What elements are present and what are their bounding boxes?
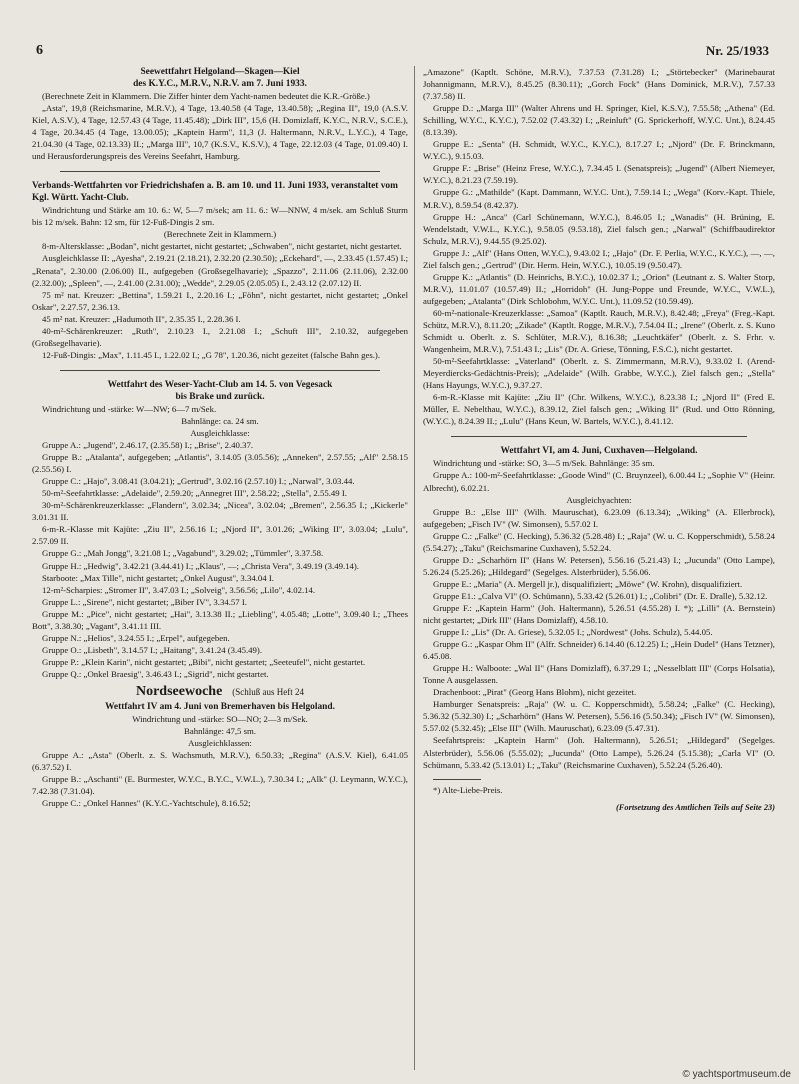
paragraph: Gruppe I.: „Lis" (Dr. A. Griese), 5.32.05 I.; „Nordwest" (Johs. Schulz), 5.44.05.: [433, 627, 713, 638]
paragraph: Gruppe F.: „Brise" (Heinz Frese, W.Y.C.), 7.34.45 I. (Senatspreis); „Jugend" (Albert Niemeyer, W.Y.C.), 8.21.23 (7.59.19).: [423, 163, 775, 186]
nordseewoche-heading: Nordseewoche: [135, 683, 223, 699]
paragraph: Ausgleichklasse:: [190, 427, 250, 438]
paragraph: Gruppe A.: „Jugend", 2.46.17, (2.35.58) I.; „Brise", 2.40.37.: [42, 440, 254, 451]
section-title-weser: Wettfahrt des Weser-Yacht-Club am 14. 5. von Vegesack: [107, 379, 333, 390]
paragraph: Gruppe B.: „Else III" (Wilh. Mauruschat), 6.23.09 (6.13.34); „Wiking" (A. Ellerbrock), aufgegeben; „Fisch IV" (W. Simonsen), 5.57.02 I.: [423, 506, 775, 529]
footnote-divider: [433, 779, 481, 780]
footnote: *) Alte-Liebe-Preis.: [433, 784, 503, 795]
paragraph: „Amazone" (Kaptlt. Schöne, M.R.V.), 7.37.53 (7.31.28) I.; „Störtebecker" (Marinebaurat Johannigmann, M.R.V.), 8.45.25 (8.30.11); „Gorch Fock" (Hans Dominick, M.R.V.), 7.57.33 (7.37.58) II.: [423, 67, 775, 102]
paragraph: Gruppe A.: „Asta" (Oberlt. z. S. Wachsmuth, M.R.V.), 6.50.33; „Regina" (A.S.V. Kiel), 6.41.05 (6.37.52) I.: [32, 750, 408, 773]
paragraph: 50-m²-Seefahrtklasse: „Vaterland" (Oberlt. z. S. Zimmermann, M.R.V.), 9.33.02 I. (Arend-Meyerdiercks-Gedächtnis-Preis); „Adelaide" (Wilh. Grabbe, W.Y.C.), Ziel falsch gen.; „Stella" (Hans Hayungs, W.Y.C.), 9.37.27.: [423, 356, 775, 391]
paragraph: Seefahrtspreis: „Kaptein Harm" (Joh. Haltermann), 5.26.51; „Hildegard" (Segelges. Alsterbrüder), 5.56.06 (5.55.02); „Jucunda" (Otto Lampe), 5.26.24 (5.15.38); „Carla VI" (O. Schümann, 5.33.42 (5.13.01) I.; „Taku" (Reichsmarine Cuxhaven), 5.52.24 (5.26.40).: [423, 735, 775, 770]
paragraph: Gruppe C.: „Falke" (C. Hecking), 5.36.32 (5.28.48) I.; „Raja" (W. u. C. Kopperschmidt), 5.58.24 (5.54.27); „Taku" (Reichsmarine Cuxhaven), 5.52.24.: [423, 530, 775, 553]
paragraph: (Berechnete Zeit in Klammern. Die Ziffer hinter dem Yacht-namen bedeutet die K.R.-Größe.): [42, 91, 370, 101]
paragraph: Gruppe G.: „Kaspar Ohm II" (Alfr. Schneider) 6.14.40 (6.12.25) I.; „Hein Dudel" (Hans Tetzner), 6.45.08.: [423, 639, 775, 662]
paragraph: Gruppe E.: „Maria" (A. Mergell jr.), disqualifiziert; „Möwe" (W. Krohn), disqualifiziert.: [433, 578, 743, 589]
paragraph: Gruppe C.: „Hajo", 3.08.41 (3.04.21); „Gertrud", 3.02.16 (2.57.10) I.; „Narwal", 3.03.44.: [42, 476, 355, 487]
paragraph: Gruppe J.: „Alf" (Hans Otten, W.Y.C.), 9.43.02 I.; „Hajo" (Dr. F. Perlia, W.Y.C., K.Y.C.), —, —, Ziel falsch gen.; „Gertrud" (Dir. Herm. Hein, W.Y.C.), 10.05.19 (9.50.47).: [423, 247, 775, 270]
paragraph: 6-m-R.-Klasse mit Kajüte: „Ziu II", 2.56.16 I.; „Njord II", 3.01.26; „Wiking II", 3.03.04; „Lulu", 2.57.09 II.: [32, 524, 408, 547]
section-divider: [60, 171, 380, 172]
paragraph: 12-m²-Scharpies: „Stromer II", 3.47.03 I.; „Solveig", 3.56.56; „Lilo", 4.02.14.: [42, 584, 316, 595]
paragraph: Windrichtung und -stärke: W—NW; 6—7 m/Sek.: [42, 403, 217, 414]
paragraph: Gruppe N.: „Helios", 3.24.55 I.; „Erpel", aufgegeben.: [42, 632, 230, 643]
paragraph: Gruppe M.: „Pice", nicht gestartet; „Hai", 3.13.38 II.; „Liebling", 4.05.48; „Lotte", 3.09.40 I.; „Thees Bott", 3.38.30; „Vagant", 3.41.11 III.: [32, 608, 408, 631]
paragraph: Gruppe C.: „Onkel Hannes" (K.Y.C.-Yachtschule), 8.16.52;: [42, 798, 251, 809]
paragraph: Gruppe H.: „Hedwig", 3.42.21 (3.44.41) I.; „Klaus", —; „Christa Vera", 3.49.19 (3.49.14).: [42, 560, 359, 571]
paragraph: Gruppe B.: „Aschanti" (E. Burmester, W.Y.C., B.Y.C., V.W.L.), 7.30.34 I.; „Alk" (J. Leymann, W.Y.C.), 7.42.38 (7.31.04).: [32, 774, 408, 797]
paragraph: 60-m²-nationale-Kreuzerklasse: „Samoa" (Kaptlt. Rauch, M.R.V.), 8.42.48; „Freya" (Freg.-Kapt. Schütz, M.R.V.), 8.11.20; „Zikade" (Kaptlt. Rogge, M.R.V.), 7.54.04 II.; „Irene" (Oberlt. z. S. Kuno Schmidt u. Oberlt. z. S. Schlüter, M.R.V.), 8.16.38; „Leuchtkäfer" (Oberlt. z. S. Frhr. v. Wangenheim, M.R.V.), 7.51.43 I.; „Lis" (Dr. A. Griese, Tönning, F.S.C.), nicht gestartet.: [423, 307, 775, 355]
paragraph: 12-Fuß-Dingis: „Max", 1.11.45 I., 1.22.02 I.; „G 78", 1.20.36, nicht gezeitet (falsche Bahn ges.).: [42, 349, 381, 360]
paragraph: Gruppe F.: „Kaptein Harm" (Joh. Haltermann), 5.26.51 (4.55.28) I. *); „Lilli" (A. Bernstein) nicht gestartet; „Dirk III" (Hans Domizlaff), 4.58.10.: [423, 602, 775, 626]
paragraph: Bahnlänge: ca. 24 sm.: [181, 415, 259, 426]
paragraph: Windrichtung und -stärke: SO—NO; 2—3 m/Sek.: [132, 713, 308, 724]
section-divider: [451, 436, 747, 437]
paragraph: Gruppe D.: „Scharhörn II" (Hans W. Petersen), 5.56.16 (5.21.43) I.; „Jucunda" (Otto Lampe), 5.26.24 (5.25.26); „Hildegard" (Segelges. Alsterbrüder), 5.56.06.: [423, 554, 775, 577]
paragraph: Bahnlänge: 47,5 sm.: [184, 726, 256, 737]
paragraph: Windrichtung und -stärke: SO, 3—5 m/Sek. Bahnlänge: 35 sm.: [433, 458, 655, 469]
paragraph: Gruppe G.: „Mah Jongg", 3.21.08 I.; „Vagabund", 3.29.02; „Tümmler", 3.37.58.: [42, 548, 324, 559]
paragraph: (Berechnete Zeit in Klammern.): [163, 229, 277, 240]
section-title-nordseewoche: [32, 683, 408, 701]
paragraph: Starboote: „Max Tille", nicht gestartet; „Onkel August", 3.34.04 I.: [42, 572, 274, 583]
section-title-wettfahrt-vi: Wettfahrt VI, am 4. Juni, Cuxhaven—Helgoland.: [500, 446, 698, 457]
paragraph: Gruppe E.: „Senta" (H. Schmidt, W.Y.C., K.Y.C.), 8.17.27 I.; „Njord" (Dr. F. Brinckmann, W.Y.C.), 9.15.03.: [423, 139, 775, 162]
paragraph: Gruppe K.: „Atlantis" (D. Heinrichs, B.Y.C.), 10.02.37 I.; „Orion" (Leutnant z. S. Walter Storp, M.R.V.), 11.01.07 (10.57.49) II.; „Horridoh" (H. Jung-Poppe und Freunde, W.Y.C., V.W.L.), aufgegeben; „Atalanta" (Dirk Schlobohm, W.Y.C. Unt.), 11.09.52 (10.59.49).: [423, 271, 775, 306]
left-column: [32, 66, 408, 809]
paragraph: Gruppe Q.: „Onkel Braesig", 3.46.43 I.; „Sigrid", nicht gestartet.: [42, 668, 269, 679]
paragraph: Gruppe E1.: „Calva VI" (O. Schümann), 5.33.42 (5.26.01) I.; „Colibri" (Dr. E. Dralle), 5.32.12.: [433, 590, 768, 601]
nordseewoche-note: (Schluß aus Heft 24: [232, 686, 305, 697]
paragraph: Gruppe L.: „Sirene", nicht gestartet; „Biber IV", 3.34.57 I.: [42, 596, 247, 607]
paragraph: Ausgleichklasse II: „Ayesha", 2.19.21 (2.18.21), 2.32.20 (2.30.50); „Eckehard", —, 2.33.45 (1.57.45) I.; „Renata", 2.30.00 (2.06.00) II., aufgegeben (Großsegelhavarie); „Spazzo", 2.11.06 (2.11.06), 2.32.00 (2.32.00); „Spleen", —, 2.41.00 (2.31.00); „Wedde", 2.29.05 (2.05.05) I., 2.43.12 (2.07.12) II.: [32, 253, 408, 288]
paragraph: 40-m²-Schärenkreuzer: „Ruth", 2.10.23 I., 2.21.08 I.; „Schuft III", 2.10.32, aufgegeben (Großsegelhavarie).: [32, 325, 408, 348]
paragraph: Drachenboot: „Pirat" (Georg Hans Blohm), nicht gezeitet.: [433, 687, 637, 698]
paragraph: Ausgleichklassen:: [188, 738, 252, 749]
paragraph: Hamburger Senatspreis: „Raja" (W. u. C. Kopperschmidt), 5.58.24; „Falke" (C. Hecking), 5.36.32 (5.32.30) I.; „Scharhörn" (Hans W. Petersen), 5.56.16 (5.50.34); „Fisch IV" (W. Simonsen), 5.57.02 (5.32.45); „Else III" (Wilh. Mauruschat), 6.23.09 (5.47.31).: [423, 699, 775, 734]
section-subtitle-skagen: des K.Y.C., M.R.V., N.R.V. am 7. Juni 1933.: [133, 79, 307, 89]
paragraph: Gruppe D.: „Marga III" (Walter Ahrens und H. Springer, Kiel, K.S.V.), 7.55.58; „Athena" (Ed. Schilling, W.Y.C., K.Y.C.), 7.52.02 (7.43.32) I.; „Reinluft" (G. Sprickerhoff, W.Y.C. Unt.), 8.24.45 (8.13.39).: [423, 103, 775, 138]
paragraph: 45 m² nat. Kreuzer: „Hadumoth II", 2.35.35 I., 2.28.36 I.: [42, 313, 241, 324]
paragraph: Gruppe H.: Walboote: „Wal II" (Hans Domizlaff), 6.37.29 I.; „Nesselblatt III" (Corps Holsatia), Tonne A ausgelassen.: [423, 663, 775, 686]
paragraph: Ausgleichyachten:: [566, 494, 632, 505]
section-title-friedrichshafen: Verbands-Wettfahrten vor Friedrichshafen a. B. am 10. und 11. Juni 1933, veranstaltet vom Kgl. Württ. Yacht-Club.: [32, 181, 398, 204]
paragraph: 75 m² nat. Kreuzer: „Bettina", 1.59.21 I., 2.20.16 I.; „Föhn", nicht gestartet, nicht gestartet; „Onkel Oskar", 2.27.57, 2.36.13.: [32, 289, 408, 312]
right-column: [423, 66, 775, 814]
paragraph: Gruppe H.: „Anca" (Carl Schünemann, W.Y.C.), 8.46.05 I.; „Wanadis" (H. Brüning, E. Wendelstadt, V.W.L., K.Y.C.), 9.58.05 (9.53.18), Ziel falsch gen.; „Narwal" (Schiffbaudirektor Schulz, M.R.V.), 9.44.55 (9.25.02).: [423, 211, 775, 246]
paragraph: 30-m²-Schärenkreuzerklasse: „Flandern", 3.02.34; „Nicea", 3.02.04; „Bremen", 2.56.35 I.; „Kickerle" 3.01.31 II.: [32, 500, 408, 523]
paragraph: Gruppe O.: „Lisbeth", 3.14.57 I.; „Haitang", 3.41.24 (3.45.49).: [42, 644, 263, 655]
paragraph: 6-m-R.-Klasse mit Kajüte: „Ziu II" (Chr. Wilkens, W.Y.C.), 8.23.38 I.; „Njord II" (Fred E. Müller, E. Nebelthau, W.Y.C.), 8.39.12, Ziel falsch gen.; „Wiking II" (Rud. und Otto Rönning, (W.Y.C.), 8.24.39 II.; „Lulu" (Hans Keun, W. Bartels, W.Y.C.), 8.41.12.: [423, 392, 775, 427]
paragraph: Windrichtung und Stärke am 10. 6.: W, 5—7 m/sek; am 11. 6.: W—NNW, 4 m/sek. am Schluß Sturm bis 12 m/sek. Bahn: 12 sm, für 12-Fuß-Dingis 2 sm.: [32, 205, 408, 228]
paragraph: Gruppe P.: „Klein Karin", nicht gestartet; „Bibi", nicht gestartet; „Seeteufel", nicht gestartet.: [42, 656, 366, 667]
watermark: © yachtsportmuseum.de: [682, 1069, 791, 1080]
paragraph: Gruppe A.: 100-m²-Seefahrtklasse: „Goode Wind" (C. Bruynzeel), 6.00.44 I.; „Sophie V" (Heinr. Albrecht), 6.02.21.: [423, 470, 775, 493]
issue-number: Nr. 25/1933: [705, 43, 769, 58]
paragraph: 50-m²-Seefahrtklasse: „Adelaide", 2.59.20; „Annegret III", 2.58.22; „Stella", 2.55.49 I.: [42, 488, 347, 499]
continued-note: (Fortsetzung des Amtlichen Teils auf Seite 23): [616, 802, 775, 812]
section-subtitle-weser: bis Brake und zurück.: [175, 391, 265, 402]
column-divider: [414, 66, 415, 1070]
section-divider: [60, 370, 380, 371]
paragraph: „Asta", 19,8 (Reichsmarine, M.R.V.), 4 Tage, 13.40.58 (4 Tage, 13.40.58); „Regina II", 19,0 (A.S.V. Kiel, A.S.V.), 4 Tage, 12.57.43 (4 Tage, 11.45.48); „Dirk III", 15,6 (H. Domizlaff, K.Y.C., N.R.V., S.C.E.), 4 Tage, 20.34.45 (4 Tage, 13.00.05); „Kaptein Harm", 11,3 (J. Haltermann, N.R.V., L.Y.C.), 4 Tage, 21.04.30 (4 Tage, 02.13.33) II.; „Marga III", 10,7 (K.S.V., K.S.V.), 4 Tage, 22.12.03 (4 Tage, 01.09.40) I. und Herausforderungspreis des Vereins Seefahrt, Hamburg.: [32, 103, 408, 162]
page-number: 6: [36, 43, 43, 58]
section-subtitle-wettfahrt-iv: Wettfahrt IV am 4. Juni von Bremerhaven bis Helgoland.: [105, 701, 335, 712]
paragraph: Gruppe B.: „Atalanta", aufgegeben; „Atlantis", 3.14.05 (3.05.56); „Anneken", 2.57.55; „Alf" 2.58.15 (2.55.56) I.: [32, 452, 408, 475]
paragraph: 8-m-Altersklasse: „Bodan", nicht gestartet, nicht gestartet; „Schwaben", nicht gestartet, nicht gestartet.: [42, 241, 402, 252]
paragraph: Gruppe G.: „Mathilde" (Kapt. Dammann, W.Y.C. Unt.), 7.59.14 I.; „Wega" (Korv.-Kapt. Thiele, M.R.V.), 8.59.54 (8.42.37).: [423, 187, 775, 210]
section-title-skagen: Seewettfahrt Helgoland—Skagen—Kiel: [140, 67, 300, 77]
